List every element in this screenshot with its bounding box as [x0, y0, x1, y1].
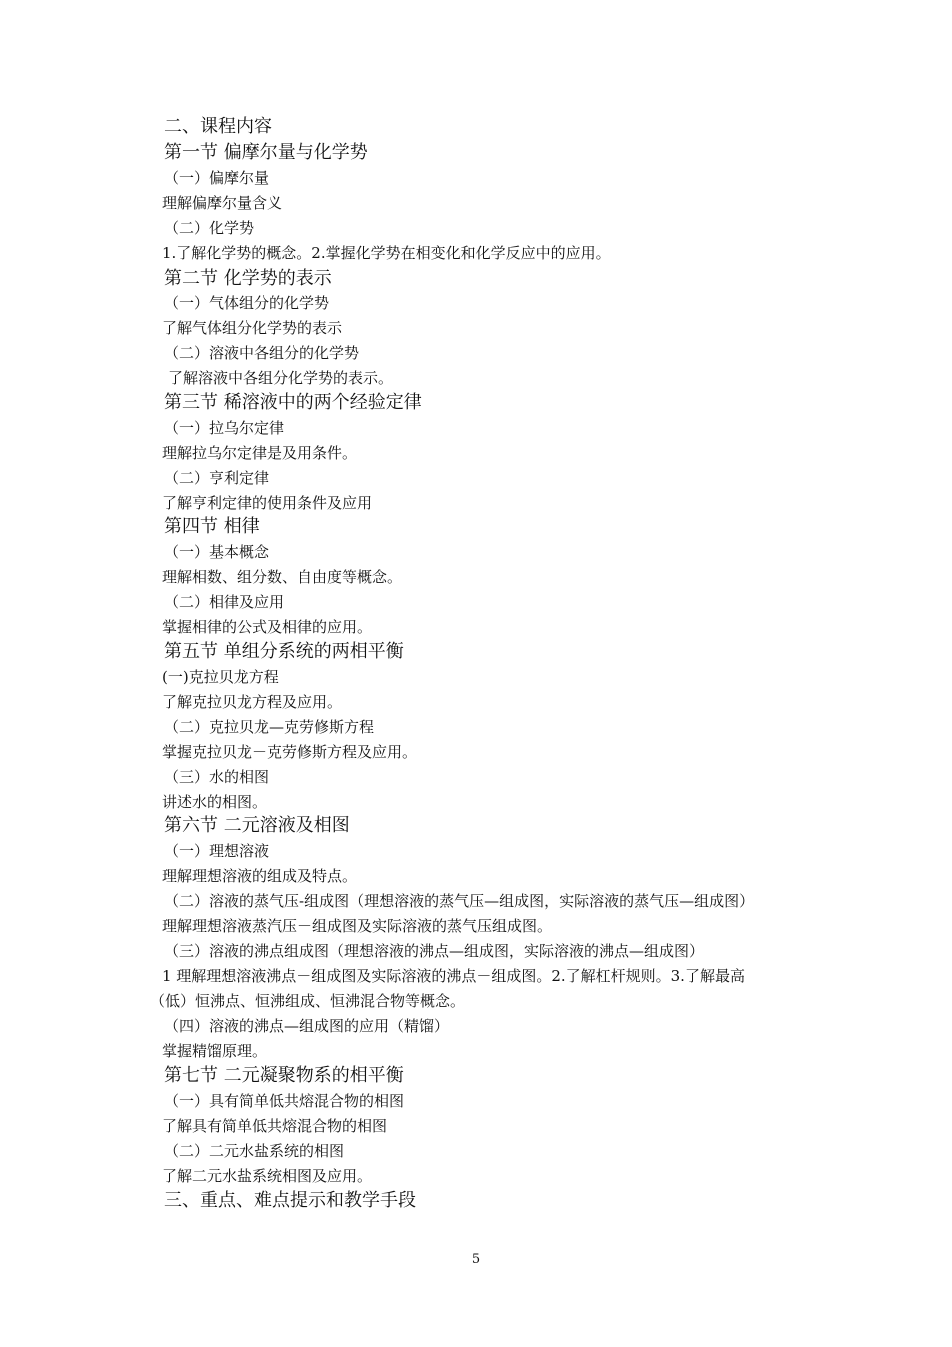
chapter-heading: 二、课程内容 [164, 116, 272, 137]
subsection-heading: （一）偏摩尔量 [164, 169, 270, 187]
body-text: 理解拉乌尔定律是及用条件。 [162, 444, 358, 462]
subsection-heading: （二）二元水盐系统的相图 [164, 1142, 345, 1160]
subsection-heading: （二）化学势 [164, 219, 255, 237]
body-text: 理解理想溶液的组成及特点。 [162, 867, 358, 885]
section-heading: 第一节 偏摩尔量与化学势 [164, 142, 368, 163]
subsection-heading: （二）克拉贝龙—克劳修斯方程 [164, 718, 375, 736]
body-text: 掌握精馏原理。 [162, 1042, 268, 1060]
body-text: 掌握相律的公式及相律的应用。 [162, 618, 373, 636]
body-text: 理解相数、组分数、自由度等概念。 [162, 568, 403, 586]
subsection-heading: （一）理想溶液 [164, 842, 270, 860]
body-text: 了解二元水盐系统相图及应用。 [162, 1167, 373, 1185]
subsection-heading: （一）具有简单低共熔混合物的相图 [164, 1092, 405, 1110]
body-text: 1 理解理想溶液沸点－组成图及实际溶液的沸点－组成图。2.了解杠杆规则。3.了解最高 [162, 967, 745, 985]
section-heading: 第三节 稀溶液中的两个经验定律 [164, 392, 422, 413]
section-heading: 第五节 单组分系统的两相平衡 [164, 641, 404, 662]
subsection-heading: (一)克拉贝龙方程 [162, 668, 279, 686]
body-text: 了解气体组分化学势的表示 [162, 319, 343, 337]
body-text: 了解亨利定律的使用条件及应用 [162, 494, 373, 512]
subsection-heading: （一）气体组分的化学势 [164, 294, 330, 312]
section-heading: 第六节 二元溶液及相图 [164, 815, 350, 836]
subsection-heading: （二）相律及应用 [164, 593, 285, 611]
page-number: 5 [471, 1252, 481, 1267]
subsection-heading: （二）溶液中各组分的化学势 [164, 344, 360, 362]
subsection-heading: （三）水的相图 [164, 768, 270, 786]
section-heading: 第七节 二元凝聚物系的相平衡 [164, 1065, 404, 1086]
subsection-heading: （三）溶液的沸点组成图（理想溶液的沸点—组成图，实际溶液的沸点—组成图） [164, 942, 705, 960]
subsection-heading: （一）基本概念 [164, 543, 270, 561]
subsection-heading: （四）溶液的沸点—组成图的应用（精馏） [164, 1017, 450, 1035]
subsection-heading: （二）溶液的蒸气压-组成图（理想溶液的蒸气压—组成图，实际溶液的蒸气压—组成图） [164, 892, 755, 910]
body-text: 了解具有简单低共熔混合物的相图 [162, 1117, 388, 1135]
body-text: 理解理想溶液蒸汽压－组成图及实际溶液的蒸气压组成图。 [162, 917, 553, 935]
body-text: （低）恒沸点、恒沸组成、恒沸混合物等概念。 [150, 992, 466, 1010]
subsection-heading: （二）亨利定律 [164, 469, 270, 487]
body-text: 讲述水的相图。 [162, 793, 268, 811]
body-text: 掌握克拉贝龙－克劳修斯方程及应用。 [162, 743, 418, 761]
body-text: 理解偏摩尔量含义 [162, 194, 283, 212]
body-text: 了解克拉贝龙方程及应用。 [162, 693, 343, 711]
section-heading: 第四节 相律 [164, 516, 260, 537]
subsection-heading: （一）拉乌尔定律 [164, 419, 285, 437]
section-heading: 第二节 化学势的表示 [164, 268, 332, 289]
body-text: 1.了解化学势的概念。2.掌握化学势在相变化和化学反应中的应用。 [162, 244, 611, 262]
chapter-heading: 三、重点、难点提示和教学手段 [164, 1190, 416, 1211]
body-text: 了解溶液中各组分化学势的表示。 [168, 369, 394, 387]
